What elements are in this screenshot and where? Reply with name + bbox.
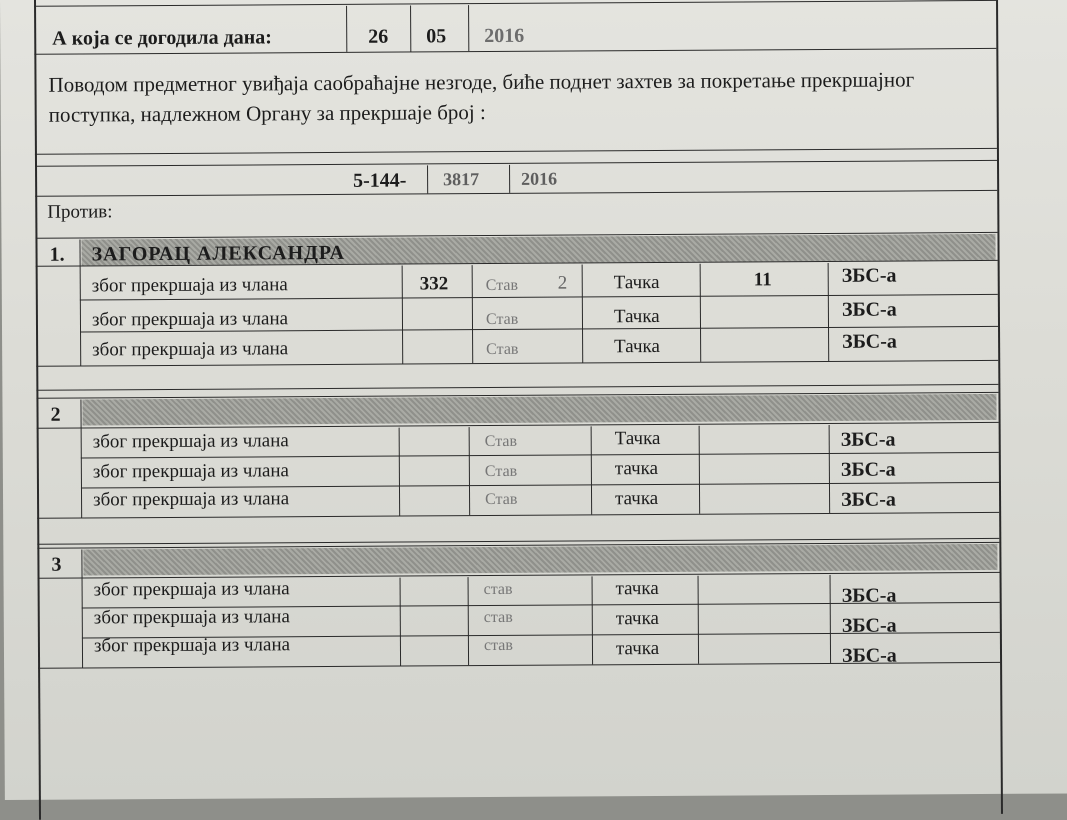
date-year: 2016: [484, 24, 525, 48]
person-name: ЗАГОРАЦ АЛЕКСАНДРА: [91, 241, 346, 266]
tacka-label: Тачка: [613, 271, 660, 294]
law-label: ЗБС-а: [840, 458, 896, 481]
person-name-bar: [83, 544, 997, 576]
violation-label: због прекршаја из члана: [91, 308, 289, 331]
date-month: 05: [426, 25, 447, 48]
date-label: А која се догодила дана:: [52, 26, 272, 50]
against-label: Против:: [47, 201, 113, 223]
case-number: 3817: [443, 169, 480, 190]
stav-value: 2: [557, 272, 568, 294]
stav-label: став: [483, 608, 513, 627]
tacka-value: 11: [753, 269, 772, 291]
violation-label: због прекршаја из члана: [92, 430, 289, 453]
tacka-label: Тачка: [613, 305, 660, 328]
tacka-label: тачка: [615, 637, 660, 660]
date-day: 26: [368, 25, 389, 48]
person-index: 3: [51, 553, 62, 576]
rule: [427, 165, 428, 193]
violation-label: због прекршаја из члана: [92, 338, 289, 361]
law-label: ЗБС-а: [841, 584, 897, 607]
tacka-label: Тачка: [614, 335, 660, 358]
rule: [509, 165, 510, 193]
law-label: ЗБС-а: [841, 614, 897, 637]
stav-label: Став: [484, 432, 518, 451]
violation-label: због прекршаја из члана: [92, 460, 290, 483]
tacka-label: тачка: [615, 577, 659, 600]
violation-label: због прекршаја из члана: [93, 634, 291, 657]
law-label: ЗБС-а: [841, 488, 896, 511]
violation-label: због прекршаја из члана: [93, 578, 290, 601]
stav-label: став: [483, 580, 513, 599]
stav-label: Став: [485, 490, 518, 509]
stav-label: Став: [485, 276, 519, 295]
case-year: 2016: [521, 168, 558, 189]
tacka-label: Тачка: [614, 427, 661, 450]
intro-paragraph: Поводом предметног увиђаја саобраћајне незгоде, биће поднет захтев за покретање прекршајног поступка, надлежном Органу за прекршаје број :: [48, 67, 915, 127]
law-label: ЗБС-а: [841, 298, 897, 321]
tacka-label: тачка: [614, 487, 659, 510]
person-index: 2: [50, 403, 61, 426]
person-index: 1.: [49, 243, 65, 266]
violation-label: због прекршаја из члана: [91, 274, 288, 297]
stav-label: став: [483, 636, 513, 655]
case-prefix: 5-144-: [353, 169, 407, 192]
law-label: ЗБС-а: [842, 330, 897, 353]
stav-label: Став: [485, 310, 519, 329]
law-label: ЗБС-а: [840, 428, 896, 451]
stav-label: Став: [484, 462, 518, 481]
tacka-label: тачка: [614, 457, 659, 480]
violation-label: због прекршаја из члана: [93, 606, 290, 629]
article-value: 332: [419, 273, 449, 295]
violation-label: због прекршаја из члана: [92, 488, 290, 511]
tacka-label: тачка: [615, 607, 659, 630]
law-label: ЗБС-а: [841, 644, 897, 667]
stav-label: Став: [486, 340, 519, 359]
law-label: ЗБС-а: [841, 264, 897, 287]
